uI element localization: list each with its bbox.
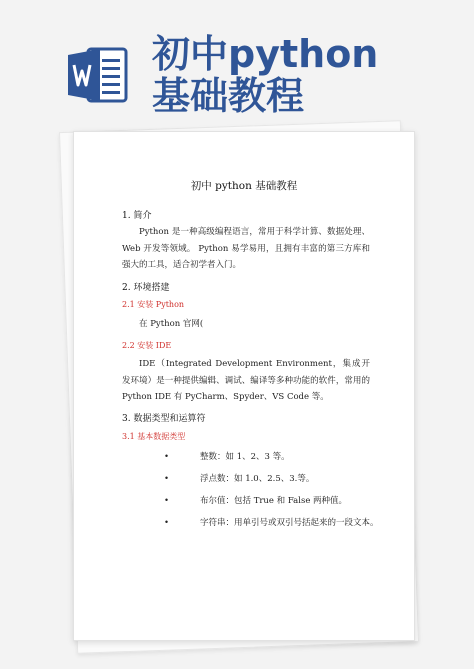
banner-title-line-1: 初中python bbox=[152, 32, 379, 76]
document-page bbox=[73, 131, 415, 641]
bullet-icon: • bbox=[164, 474, 170, 484]
list-item-text: 整数：如 1、2、3 等。 bbox=[200, 452, 290, 462]
bullet-icon: • bbox=[164, 518, 170, 528]
list-item-text: 浮点数：如 1.0、2.5、3.等。 bbox=[200, 474, 315, 484]
banner-title-line-2: 基础教程 bbox=[152, 74, 305, 118]
document-title: 初中 python 基础教程 bbox=[190, 180, 298, 192]
section-2-1-heading: 2.1 安装 Python bbox=[122, 300, 185, 309]
list-item-text: 字符串：用单引号或双引号括起来的一段文本。 bbox=[200, 518, 379, 528]
list-item bbox=[164, 450, 290, 462]
section-1-paragraph: Python 是一种高级编程语言，常用于科学计算、数据处理、 Web 开发等领域。 Python 易学易用，且拥有丰富的第三方库和强大的工具，适合初学者入门。 bbox=[122, 227, 370, 270]
section-2-2-heading: 2.2 安装 IDE bbox=[122, 341, 172, 350]
section-2-1-paragraph: 在 Python 官网( bbox=[139, 319, 204, 329]
list-item bbox=[164, 516, 379, 528]
bullet-icon: • bbox=[164, 496, 170, 506]
word-logo-icon bbox=[66, 43, 130, 107]
section-2-heading: 2. 环境搭建 bbox=[122, 283, 170, 293]
list-item bbox=[164, 494, 347, 506]
section-3-heading: 3. 数据类型和运算符 bbox=[122, 414, 206, 424]
section-1-heading: 1. 简介 bbox=[122, 211, 152, 221]
section-2-2-paragraph: IDE（Integrated Development Environment，集成开发环境）是一种提供编辑、调试、编译等多种功能的软件，常用的 Python IDE 有 PyCharm、Spyder、VS Code 等。 bbox=[122, 359, 370, 402]
list-item bbox=[164, 472, 314, 484]
section-3-1-heading: 3.1 基本数据类型 bbox=[122, 432, 186, 441]
bullet-icon: • bbox=[164, 452, 170, 462]
list-item-text: 布尔值：包括 True 和 False 两种值。 bbox=[200, 496, 348, 506]
